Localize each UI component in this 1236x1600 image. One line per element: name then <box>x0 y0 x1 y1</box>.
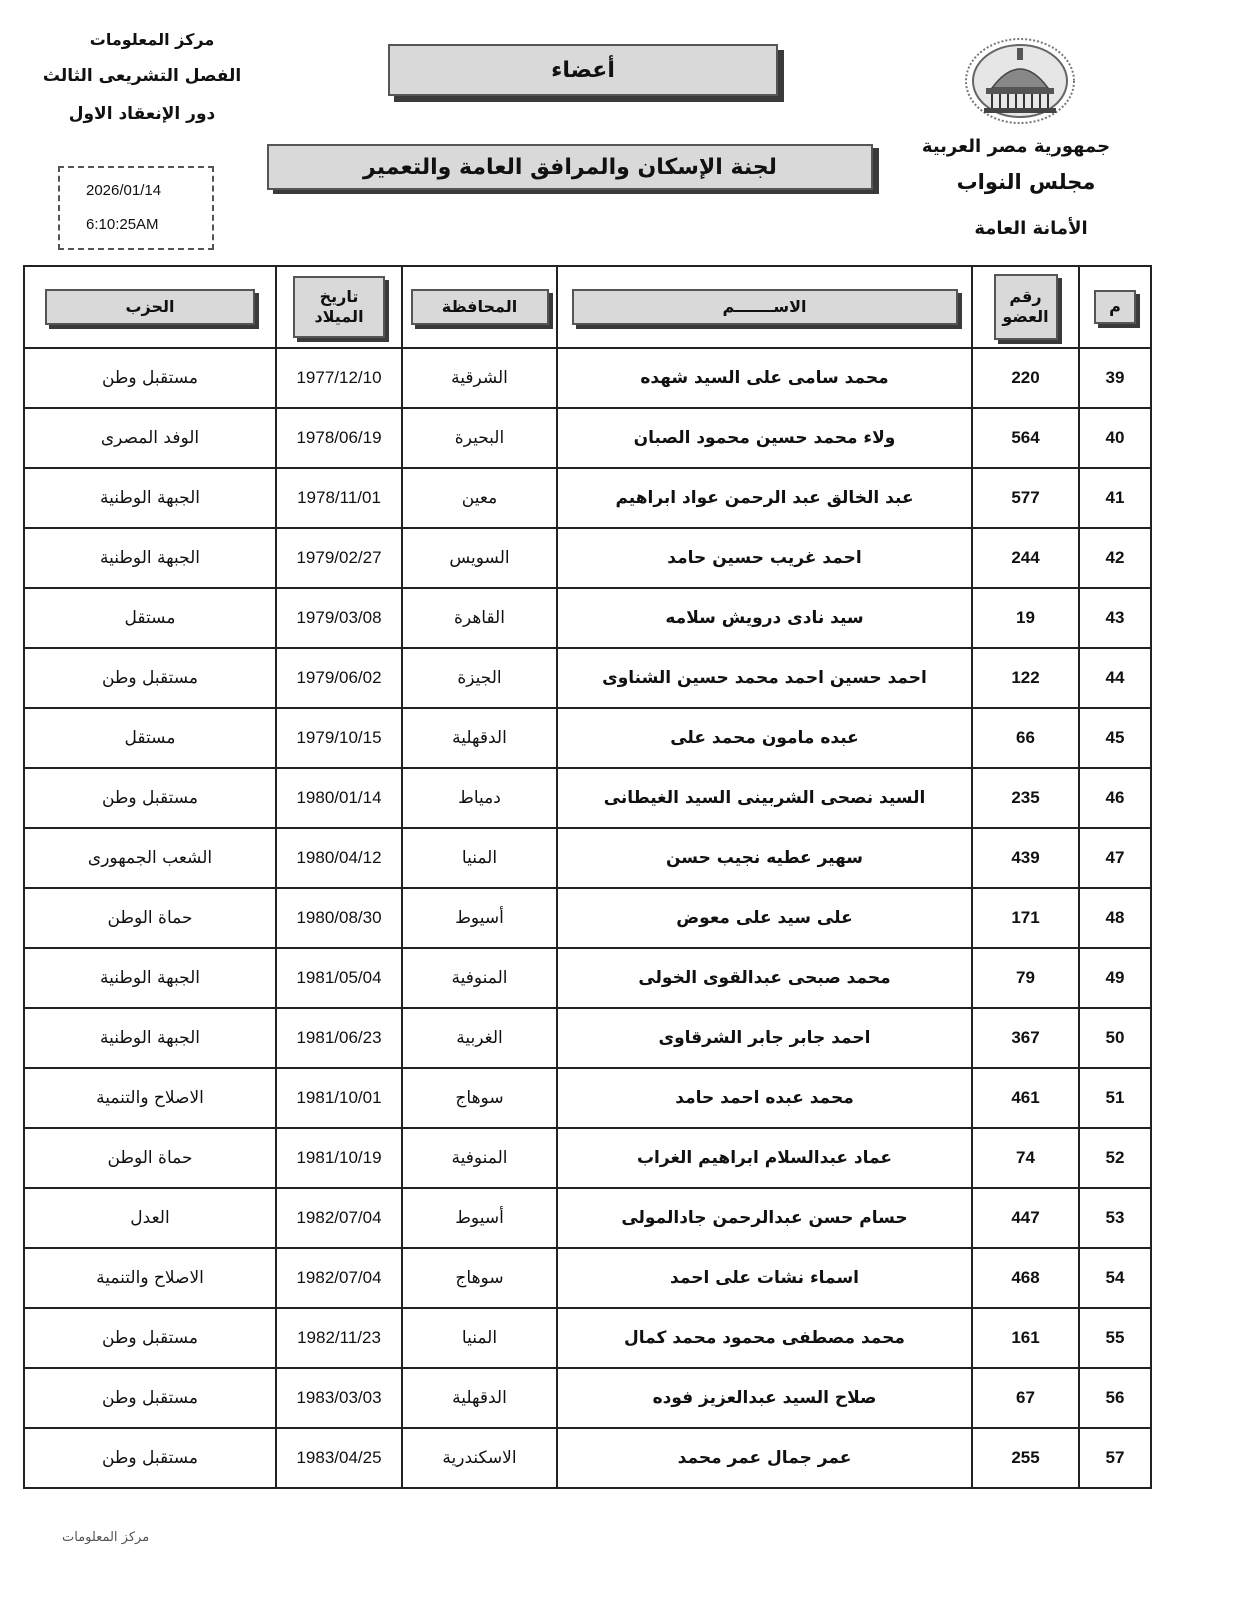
governorate: الشرقية <box>402 348 557 408</box>
row-index: 47 <box>1079 828 1151 888</box>
member-number: 447 <box>972 1188 1079 1248</box>
governorate: أسيوط <box>402 1188 557 1248</box>
table-row <box>24 408 1151 468</box>
row-index: 56 <box>1079 1368 1151 1428</box>
members-table <box>23 265 1152 1489</box>
table-row <box>24 468 1151 528</box>
member-name: على سيد على معوض <box>557 888 972 948</box>
row-index: 39 <box>1079 348 1151 408</box>
member-number: 161 <box>972 1308 1079 1368</box>
member-number: 577 <box>972 468 1079 528</box>
row-index: 40 <box>1079 408 1151 468</box>
committee-title: لجنة الإسكان والمرافق العامة والتعمير <box>267 144 873 190</box>
birth-date: 1980/04/12 <box>276 828 402 888</box>
member-name: سهير عطيه نجيب حسن <box>557 828 972 888</box>
member-name: محمد عبده احمد حامد <box>557 1068 972 1128</box>
row-index: 52 <box>1079 1128 1151 1188</box>
party: مستقبل وطن <box>24 768 276 828</box>
row-index: 44 <box>1079 648 1151 708</box>
member-number: 367 <box>972 1008 1079 1068</box>
table-row <box>24 1248 1151 1308</box>
row-index: 50 <box>1079 1008 1151 1068</box>
col-party-header: الحزب <box>24 266 276 348</box>
row-index: 43 <box>1079 588 1151 648</box>
footer-label: مركز المعلومات <box>62 1530 150 1545</box>
session-label: دور الإنعقاد الاول <box>68 104 216 124</box>
party: حماة الوطن <box>24 888 276 948</box>
governorate: دمياط <box>402 768 557 828</box>
table-row <box>24 1128 1151 1188</box>
table-row <box>24 348 1151 408</box>
birth-date: 1979/06/02 <box>276 648 402 708</box>
member-name: احمد جابر جابر الشرقاوى <box>557 1008 972 1068</box>
row-index: 41 <box>1079 468 1151 528</box>
birth-date: 1983/04/25 <box>276 1428 402 1488</box>
birth-date: 1981/10/19 <box>276 1128 402 1188</box>
member-number: 74 <box>972 1128 1079 1188</box>
member-number: 220 <box>972 348 1079 408</box>
member-name: عبده مامون محمد على <box>557 708 972 768</box>
row-index: 46 <box>1079 768 1151 828</box>
row-index: 42 <box>1079 528 1151 588</box>
party: مستقبل وطن <box>24 348 276 408</box>
member-number: 564 <box>972 408 1079 468</box>
house-label: مجلس النواب <box>956 170 1096 194</box>
party: الشعب الجمهورى <box>24 828 276 888</box>
member-name: ولاء محمد حسين محمود الصبان <box>557 408 972 468</box>
member-name: صلاح السيد عبدالعزيز فوده <box>557 1368 972 1428</box>
member-number: 255 <box>972 1428 1079 1488</box>
governorate: القاهرة <box>402 588 557 648</box>
governorate: معين <box>402 468 557 528</box>
member-name: عبد الخالق عبد الرحمن عواد ابراهيم <box>557 468 972 528</box>
birth-date: 1981/06/23 <box>276 1008 402 1068</box>
party: مستقبل وطن <box>24 1308 276 1368</box>
row-index: 45 <box>1079 708 1151 768</box>
birth-date: 1977/12/10 <box>276 348 402 408</box>
party: الوفد المصرى <box>24 408 276 468</box>
party: مستقل <box>24 588 276 648</box>
governorate: سوهاج <box>402 1248 557 1308</box>
member-name: محمد مصطفى محمود محمد كمال <box>557 1308 972 1368</box>
parliament-logo <box>962 36 1078 126</box>
table-row <box>24 1428 1151 1488</box>
party: الاصلاح والتنمية <box>24 1248 276 1308</box>
col-index-header: م <box>1079 266 1151 348</box>
birth-date: 1979/10/15 <box>276 708 402 768</box>
member-number: 19 <box>972 588 1079 648</box>
governorate: الغربية <box>402 1008 557 1068</box>
member-number: 122 <box>972 648 1079 708</box>
birth-date: 1978/06/19 <box>276 408 402 468</box>
print-time: 6:10:25AM <box>86 216 159 233</box>
member-name: اسماء نشات على احمد <box>557 1248 972 1308</box>
table-row <box>24 828 1151 888</box>
member-name: احمد حسين احمد محمد حسين الشناوى <box>557 648 972 708</box>
table-row <box>24 648 1151 708</box>
party: مستقبل وطن <box>24 1428 276 1488</box>
table-header-row <box>24 266 1151 348</box>
table-row <box>24 588 1151 648</box>
member-name: محمد سامى على السيد شهده <box>557 348 972 408</box>
birth-date: 1979/03/08 <box>276 588 402 648</box>
governorate: المنوفية <box>402 948 557 1008</box>
table-row <box>24 768 1151 828</box>
member-name: عمر جمال عمر محمد <box>557 1428 972 1488</box>
governorate: أسيوط <box>402 888 557 948</box>
member-number: 79 <box>972 948 1079 1008</box>
member-number: 235 <box>972 768 1079 828</box>
governorate: الدقهلية <box>402 1368 557 1428</box>
member-number: 66 <box>972 708 1079 768</box>
member-name: سيد نادى درويش سلامه <box>557 588 972 648</box>
birth-date: 1982/07/04 <box>276 1248 402 1308</box>
party: الجبهة الوطنية <box>24 528 276 588</box>
governorate: البحيرة <box>402 408 557 468</box>
birth-date: 1983/03/03 <box>276 1368 402 1428</box>
governorate: الجيزة <box>402 648 557 708</box>
republic-label: جمهورية مصر العربية <box>921 136 1111 157</box>
legislative-term: الفصل التشريعى الثالث <box>42 66 242 86</box>
birth-date: 1979/02/27 <box>276 528 402 588</box>
governorate: السويس <box>402 528 557 588</box>
table-row <box>24 708 1151 768</box>
table-row <box>24 1368 1151 1428</box>
col-birthdate-header: تاريخ الميلاد <box>276 266 402 348</box>
member-number: 171 <box>972 888 1079 948</box>
table-row <box>24 528 1151 588</box>
governorate: المنيا <box>402 1308 557 1368</box>
birth-date: 1981/10/01 <box>276 1068 402 1128</box>
col-name-header: الاســـــــم <box>557 266 972 348</box>
birth-date: 1982/11/23 <box>276 1308 402 1368</box>
member-name: عماد عبدالسلام ابراهيم الغراب <box>557 1128 972 1188</box>
secretariat-label: الأمانة العامة <box>974 218 1088 239</box>
member-name: حسام حسن عبدالرحمن جادالمولى <box>557 1188 972 1248</box>
birth-date: 1982/07/04 <box>276 1188 402 1248</box>
birth-date: 1978/11/01 <box>276 468 402 528</box>
party: مستقل <box>24 708 276 768</box>
party: الاصلاح والتنمية <box>24 1068 276 1128</box>
col-member-no-header: رقم العضو <box>972 266 1079 348</box>
party: الجبهة الوطنية <box>24 1008 276 1068</box>
member-name: محمد صبحى عبدالقوى الخولى <box>557 948 972 1008</box>
member-name: السيد نصحى الشربينى السيد الغيطانى <box>557 768 972 828</box>
row-index: 54 <box>1079 1248 1151 1308</box>
row-index: 51 <box>1079 1068 1151 1128</box>
row-index: 55 <box>1079 1308 1151 1368</box>
governorate: المنوفية <box>402 1128 557 1188</box>
governorate: الدقهلية <box>402 708 557 768</box>
birth-date: 1981/05/04 <box>276 948 402 1008</box>
print-timestamp <box>58 166 214 250</box>
member-number: 468 <box>972 1248 1079 1308</box>
birth-date: 1980/01/14 <box>276 768 402 828</box>
member-name: احمد غريب حسين حامد <box>557 528 972 588</box>
party: مستقبل وطن <box>24 648 276 708</box>
print-date: 2026/01/14 <box>86 182 162 199</box>
member-number: 461 <box>972 1068 1079 1128</box>
table-row <box>24 888 1151 948</box>
party: مستقبل وطن <box>24 1368 276 1428</box>
member-number: 244 <box>972 528 1079 588</box>
party: حماة الوطن <box>24 1128 276 1188</box>
birth-date: 1980/08/30 <box>276 888 402 948</box>
info-center-label: مركز المعلومات <box>89 30 215 49</box>
member-number: 67 <box>972 1368 1079 1428</box>
table-row <box>24 948 1151 1008</box>
party: الجبهة الوطنية <box>24 468 276 528</box>
member-number: 439 <box>972 828 1079 888</box>
table-row <box>24 1068 1151 1128</box>
party: الجبهة الوطنية <box>24 948 276 1008</box>
row-index: 48 <box>1079 888 1151 948</box>
governorate: المنيا <box>402 828 557 888</box>
parliament-dome-emblem-icon <box>962 36 1078 126</box>
col-governorate-header: المحافظة <box>402 266 557 348</box>
row-index: 49 <box>1079 948 1151 1008</box>
page-title: أعضاء <box>388 44 778 96</box>
table-row <box>24 1008 1151 1068</box>
row-index: 53 <box>1079 1188 1151 1248</box>
governorate: الاسكندرية <box>402 1428 557 1488</box>
governorate: سوهاج <box>402 1068 557 1128</box>
row-index: 57 <box>1079 1428 1151 1488</box>
party: العدل <box>24 1188 276 1248</box>
table-row <box>24 1308 1151 1368</box>
table-row <box>24 1188 1151 1248</box>
